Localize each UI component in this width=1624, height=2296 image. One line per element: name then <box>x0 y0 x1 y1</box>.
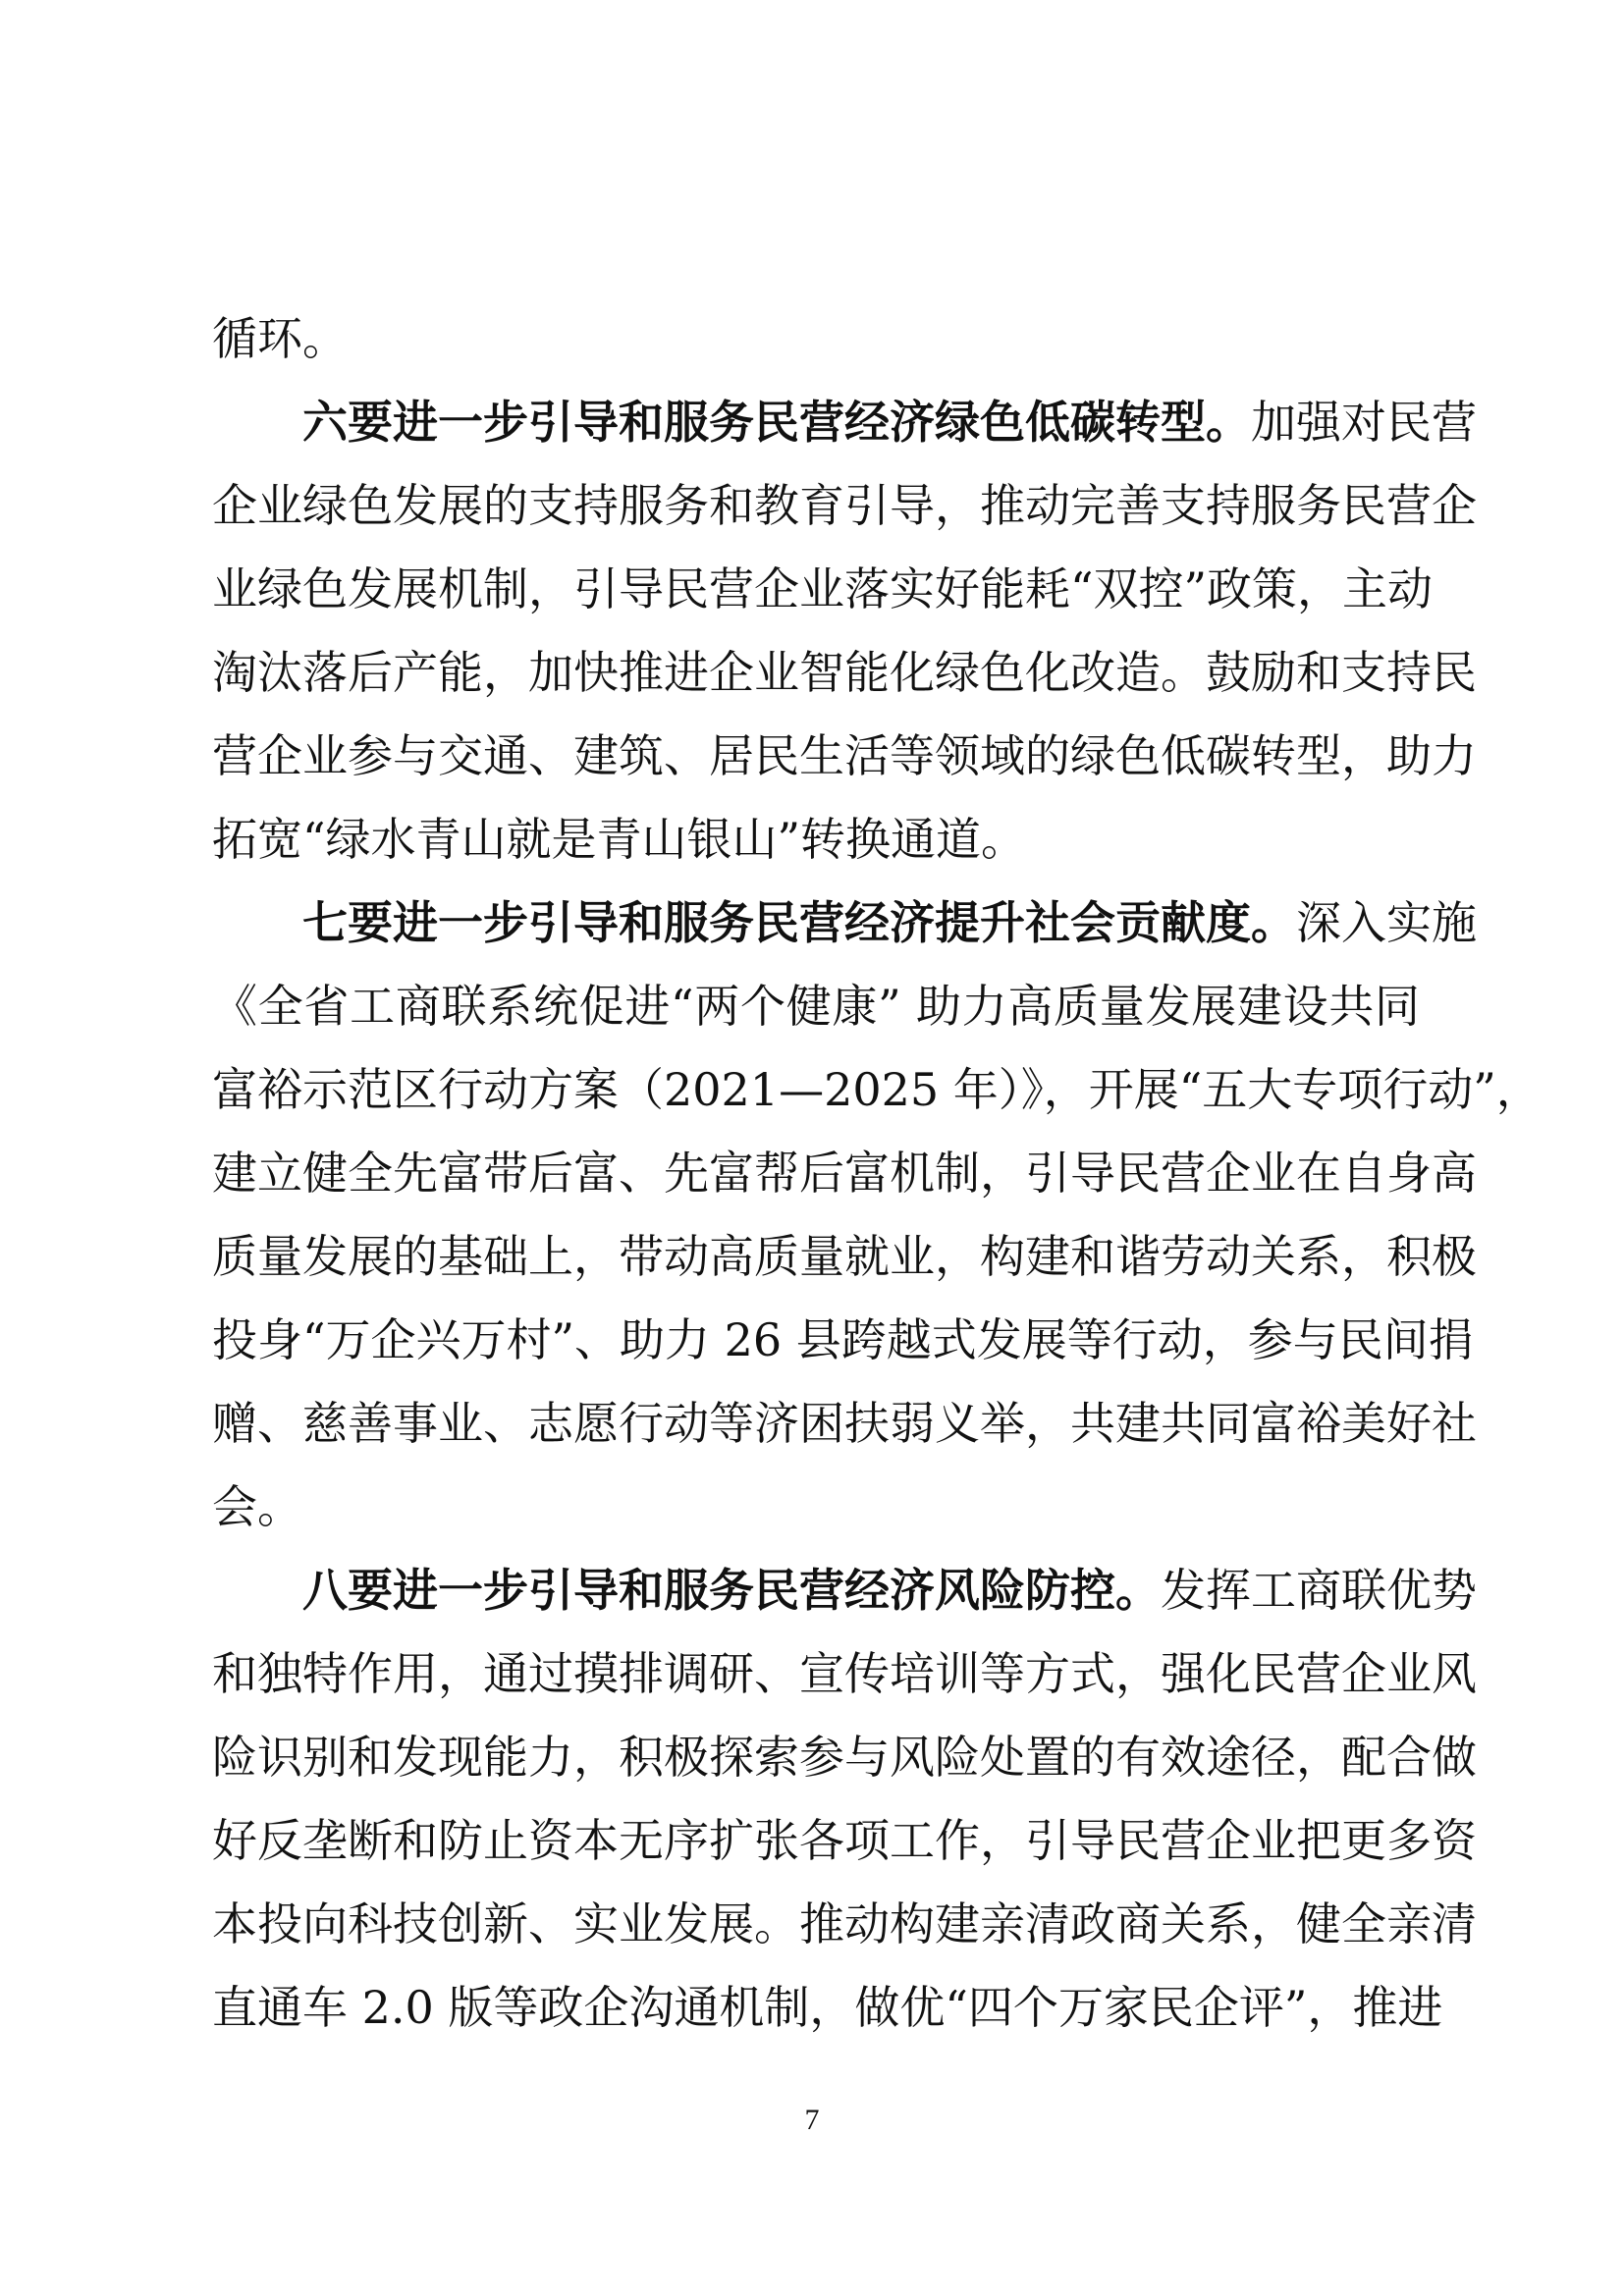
text-line <box>212 464 1477 548</box>
text-line <box>212 881 1477 965</box>
text-line <box>212 1048 1542 1132</box>
line-text: 企业绿色发展的支持服务和教育引导，推动完善支持服务民营企 <box>212 479 1477 532</box>
text-line <box>212 1215 1477 1299</box>
page-number: 7 <box>804 2104 820 2136</box>
text-line <box>212 965 1420 1048</box>
line-text: 质量发展的基础上，带动高质量就业，构建和谐劳动关系，积极 <box>212 1230 1477 1283</box>
line-text: 投身“万企兴万村”、助力 26 县跨越式发展等行动，参与民间捐 <box>212 1313 1474 1366</box>
line-text: 深入实施 <box>1296 896 1477 949</box>
text-line <box>212 1966 1443 2050</box>
line-text: 加强对民营 <box>1251 396 1477 449</box>
section-heading: 八要进一步引导和服务民营经济风险防控。 <box>302 1564 1161 1617</box>
line-text: 《全省工商联系统促进“两个健康” 助力高质量发展建设共同 <box>212 980 1420 1033</box>
line-text: 赠、慈善事业、志愿行动等济困扶弱义举，共建共同富裕美好社 <box>212 1397 1477 1450</box>
text-line <box>212 1799 1477 1883</box>
line-text: 好反垄断和防止资本无序扩张各项工作，引导民营企业把更多资 <box>212 1814 1477 1867</box>
text-line <box>212 297 1420 381</box>
text-line <box>212 381 1477 464</box>
line-text: 拓宽“绿水青山就是青山银山”转换通道。 <box>212 813 1027 866</box>
text-line <box>212 798 1420 881</box>
line-text: 业绿色发展机制，引导民营企业落实好能耗“双控”政策，主动 <box>212 562 1434 615</box>
line-text: 直通车 2.0 版等政企沟通机制，做优“四个万家民企评”，推进 <box>212 1981 1443 2034</box>
line-text: 循环。 <box>212 312 348 365</box>
line-text: 本投向科技创新、实业发展。推动构建亲清政商关系，健全亲清 <box>212 1897 1477 1950</box>
text-line <box>212 1632 1477 1716</box>
text-line <box>212 1883 1477 1966</box>
line-text: 淘汰落后产能，加快推进企业智能化绿色化改造。鼓励和支持民 <box>212 646 1477 699</box>
text-line <box>212 1549 1477 1632</box>
text-line <box>212 1132 1477 1215</box>
line-text: 建立健全先富带后富、先富帮后富机制，引导民营企业在自身高 <box>212 1147 1477 1200</box>
text-line <box>212 1299 1474 1382</box>
line-text: 会。 <box>212 1480 302 1533</box>
line-text: 险识别和发现能力，积极探索参与风险处置的有效途径，配合做 <box>212 1731 1477 1784</box>
text-line <box>212 1382 1477 1466</box>
line-text: 营企业参与交通、建筑、居民生活等领域的绿色低碳转型，助力 <box>212 729 1477 782</box>
text-line <box>212 631 1477 715</box>
section-heading: 六要进一步引导和服务民营经济绿色低碳转型。 <box>302 396 1251 449</box>
text-line <box>212 715 1477 798</box>
line-text: 和独特作用，通过摸排调研、宣传培训等方式，强化民营企业风 <box>212 1647 1477 1700</box>
section-heading: 七要进一步引导和服务民营经济提升社会贡献度。 <box>302 896 1296 949</box>
line-text: 富裕示范区行动方案（2021—2025 年）》，开展“五大专项行动”， <box>212 1063 1542 1116</box>
text-line <box>212 1466 1420 1549</box>
text-line <box>212 548 1434 631</box>
body-text <box>212 297 1542 2050</box>
text-line <box>212 1716 1477 1799</box>
line-text: 发挥工商联优势 <box>1161 1564 1477 1617</box>
